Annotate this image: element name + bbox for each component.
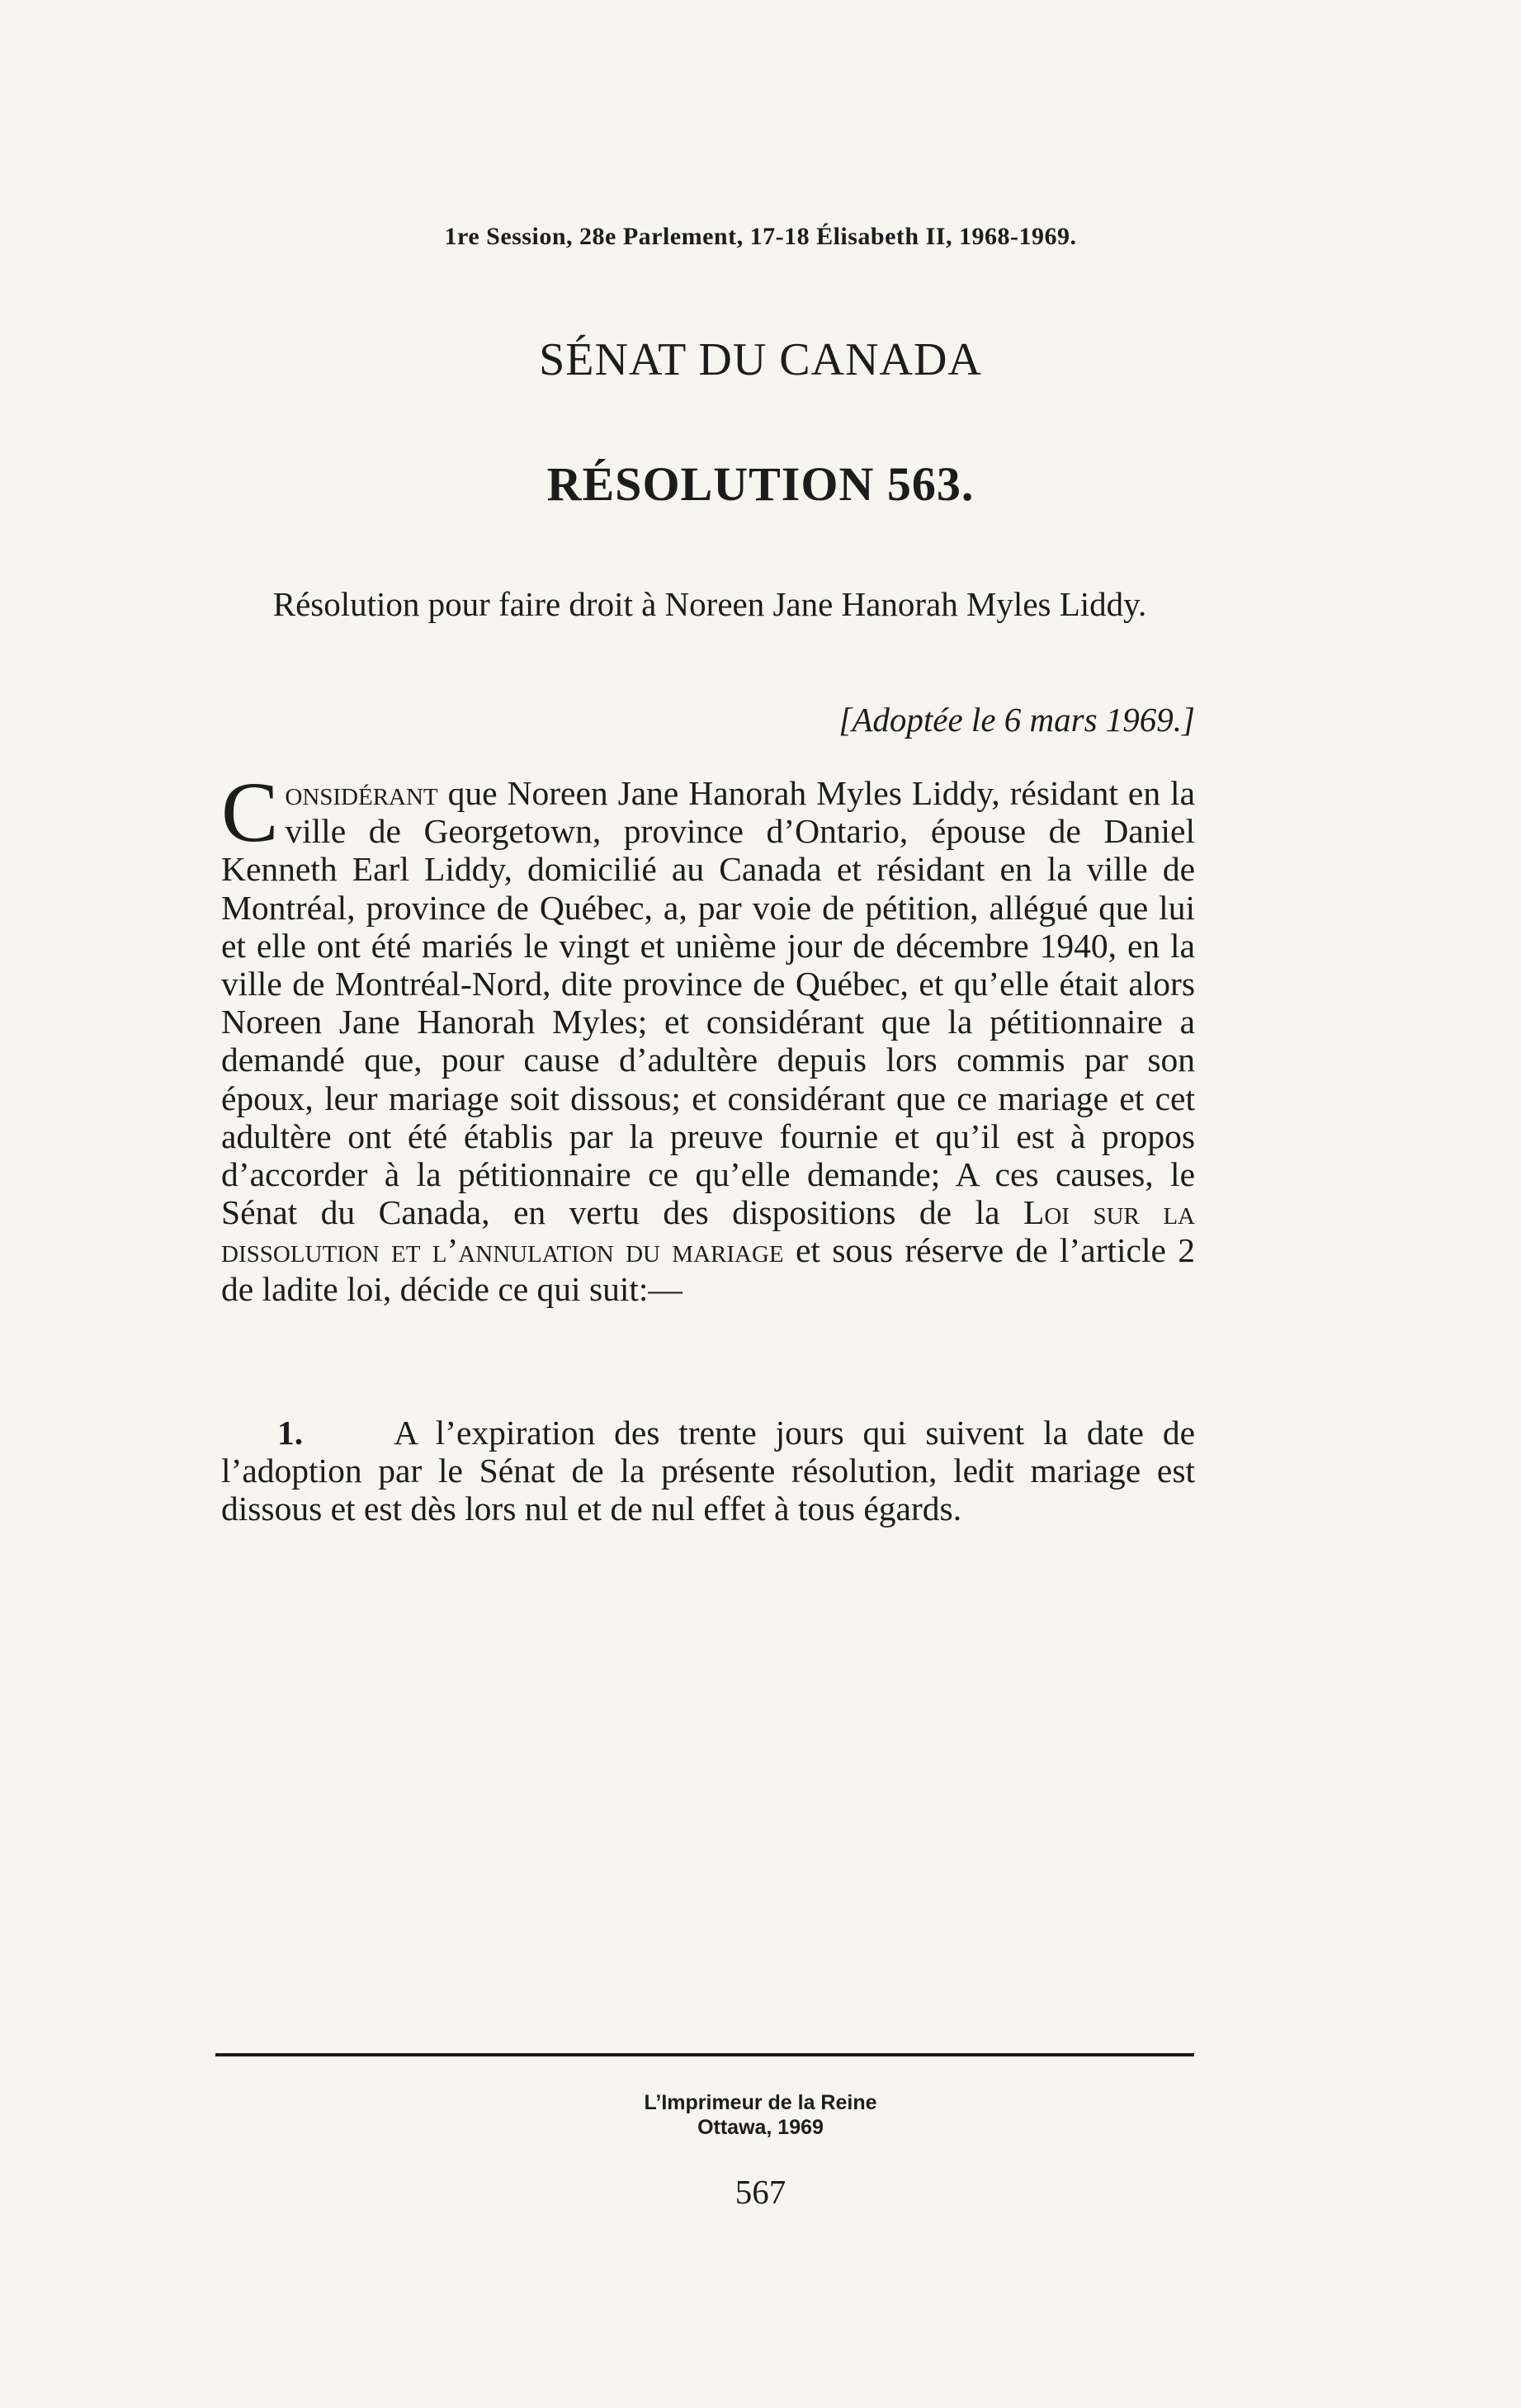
page-number: 567 [735,2173,786,2211]
resolution-subject: Résolution pour faire droit à Noreen Jane Hanorah Myles Liddy. [272,585,1147,623]
footer-rule [215,2053,1194,2056]
printer-name: L’Imprimeur de la Reine [644,2091,877,2114]
clause-1 [221,1414,1195,1528]
preamble-paragraph [221,765,1195,1308]
clause-text: A l’expiration des trente jours qui suivent la date de l’adoption par le Sénat de la présente résolution, ledit mariage est dissous et est dès lors nul et de nul effet à tous égards. [221,1414,1195,1528]
senate-title: SÉNAT DU CANADA [539,334,982,385]
preamble-text-1: que Noreen Jane Hanorah Myles Liddy, résidant en la ville de Georgetown, province d’Ontario, épouse de Daniel Kenneth Earl Liddy, domicilié au Canada et résidant en la ville de Montréal, province de Québec, a, par voie de pétition, allégué que lui et elle ont été mariés le vingt et unième jour de décembre 1940, en la ville de Montréal-Nord, dite province de Québec, et qu’elle était alors Noreen Jane Hanorah Myles; et considérant que la pétitionnaire a demandé que, pour cause d’adultère depuis lors commis par son époux, leur mariage soit dissous; et considérant que ce mariage et cet adultère ont été établis par la preuve fournie et qu’il est à propos d’accorder à la pétitionnaire ce qu’elle demande; A ces causes, le Sénat du Canada, en vertu des dispositions de la [221,774,1195,1232]
printer-imprint [0,2090,1521,2140]
resolution-title: RÉSOLUTION 563. [546,457,975,511]
preamble-lead-word: onsidérant [285,774,438,812]
act-name: Loi sur la dissolution et l’annulation du mariage [221,1193,1195,1270]
printer-place-year: Ottawa, 1969 [697,2116,824,2139]
adoption-date: [Adoptée le 6 mars 1969.] [838,701,1195,739]
drop-cap: C [221,765,279,860]
clause-number: 1. [277,1414,304,1452]
session-header: 1re Session, 28e Parlement, 17-18 Élisabeth II, 1968-1969. [444,223,1077,250]
preamble-text-2: et sous réserve de l’article 2 de ladite loi, décide ce qui suit:— [221,1231,1195,1308]
